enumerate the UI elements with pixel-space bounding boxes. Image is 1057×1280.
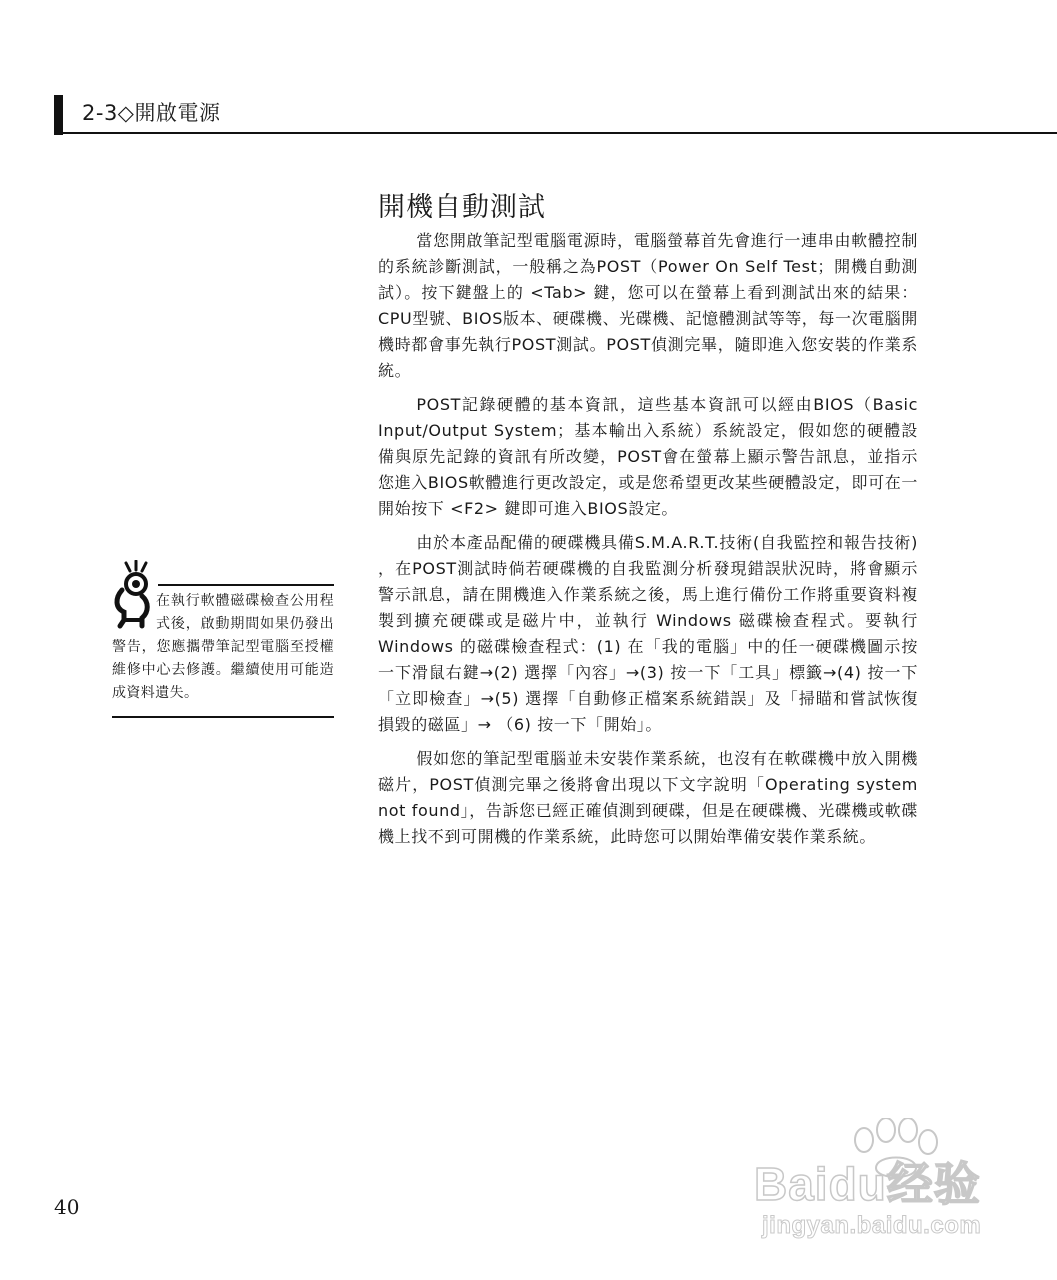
paragraph-smart: 由於本產品配備的硬碟機具備S.M.A.R.T.技術(自我監控和報告技術) ，在POST測試時倘若硬碟機的自我監測分析發現錯誤狀況時，將會顯示警示訊息，請在開機進入作業系統之後，馬上進行備份工作將重要資料複製到擴充硬碟或是磁片中，並執行 Windows 磁碟檢查程式。要執行 Windows 的磁碟檢查程式：(1) 在「我的電腦」中的任一硬碟機圖示按一下滑鼠右鍵→(2) 選擇「內容」→(3) 按一下「工具」標籤→(4) 按一下「立即檢查」→(5) 選擇「自動修正檔案系統錯誤」及「掃瞄和嘗試恢復損毀的磁區」→ （6) 按一下「開始」。	[378, 533, 918, 734]
watermark-url: jingyan.baidu.com	[762, 1212, 982, 1239]
header-bar	[54, 95, 63, 135]
page-title: 開機自動測試	[378, 192, 546, 223]
paragraph-no-os: 假如您的筆記型電腦並未安裝作業系統，也沒有在軟碟機中放入開機磁片，POST偵測完畢之後將會出現以下文字說明「Operating system not found」，告訴您已經正確偵測到硬碟，但是在硬碟機、光碟機或軟碟機上找不到可開機的作業系統，此時您可以開始準備安裝作業系統。	[378, 749, 918, 846]
sidebar-note	[112, 560, 334, 718]
header-rule	[54, 132, 1057, 134]
page-number: 40	[54, 1195, 80, 1219]
note-top-rule	[158, 584, 334, 586]
paragraph-post-intro: 當您開啟筆記型電腦電源時，電腦螢幕首先會進行一連串由軟體控制的系統診斷測試，一般稱之為POST（Power On Self Test；開機自動測試）。按下鍵盤上的 <Tab> 鍵，您可以在螢幕上看到測試出來的結果：CPU型號、BIOS版本、硬碟機、光碟機、記憶體測試等等，每一次電腦開機時都會事先執行POST測試。POST偵測完畢，隨即進入您安裝的作業系統。	[378, 231, 918, 380]
note-text: 在執行軟體磁碟檢查公用程式後，啟動期間如果仍發出警告，您應攜帶筆記型電腦至授權維修中心去修護。繼續使用可能造成資料遺失。	[112, 593, 334, 701]
paragraph-post-bios: POST記錄硬體的基本資訊，這些基本資訊可以經由BIOS（Basic Input/Output System；基本輸出入系統）系統設定，假如您的硬體設備與原先記錄的資訊有所改變，POST會在螢幕上顯示警告訊息，並指示您進入BIOS軟體進行更改設定，或是您希望更改某些硬體設定，即可在一開始按下 <F2> 鍵即可進入BIOS設定。	[378, 395, 918, 518]
body-text	[378, 228, 918, 858]
note-bottom-rule	[112, 716, 334, 718]
section-header: 2-3◇開啟電源	[82, 101, 221, 125]
baidu-watermark	[740, 1118, 1010, 1248]
watermark-logo-text: Baidu经验	[754, 1158, 981, 1210]
